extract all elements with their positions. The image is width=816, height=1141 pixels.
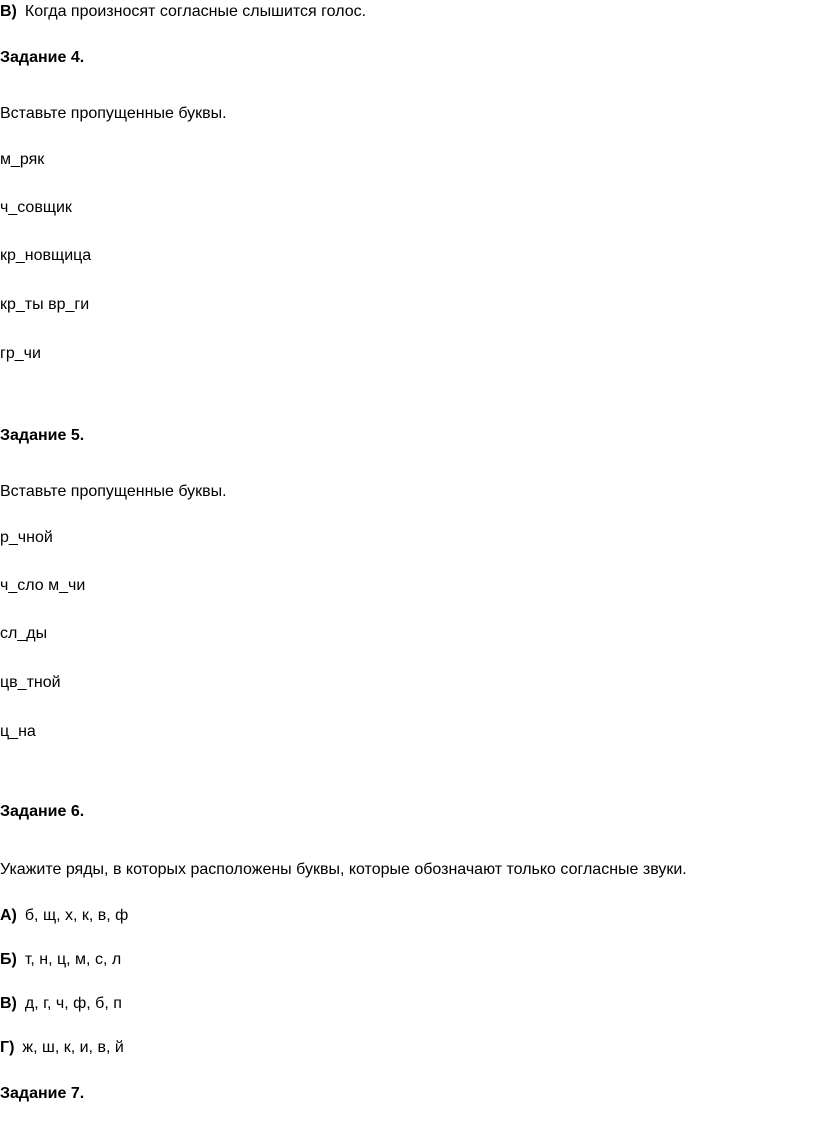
task4-instruction: Вставьте пропущенные буквы.	[0, 105, 227, 122]
top-option-line	[0, 2, 366, 22]
task6-option-a	[0, 906, 128, 926]
option-text: ж, ш, к, и, в, й	[22, 1039, 124, 1056]
option-label: А)	[0, 907, 17, 924]
task4-word: ч_совщик	[0, 199, 72, 216]
task4-word: кр_новщица	[0, 247, 92, 264]
task5-word: сл_ды	[0, 625, 48, 642]
option-text: Когда произносят согласные слышится голос.	[24, 3, 367, 20]
option-label: В)	[0, 995, 17, 1012]
task5-word: цв_тной	[0, 674, 61, 691]
option-text: б, щ, х, к, в, ф	[24, 907, 129, 924]
task6-option-c	[0, 994, 122, 1014]
task6-option-b	[0, 950, 121, 970]
task4-word: м_ряк	[0, 151, 45, 168]
task4-word: кр_ты вр_ги	[0, 296, 90, 313]
task5-word: ц_на	[0, 723, 36, 740]
task5-word: р_чной	[0, 529, 53, 546]
option-label: В)	[0, 3, 17, 20]
task5-instruction: Вставьте пропущенные буквы.	[0, 483, 227, 500]
task5-word: ч_сло м_чи	[0, 577, 86, 594]
option-label: Г)	[0, 1039, 15, 1056]
task4-title: Задание 4.	[0, 49, 85, 66]
task6-option-d	[0, 1038, 124, 1058]
option-text: т, н, ц, м, с, л	[24, 951, 122, 968]
task6-instruction: Укажите ряды, в которых расположены буквы, которые обозначают только согласные звуки.	[0, 861, 687, 878]
option-label: Б)	[0, 951, 17, 968]
task7-title: Задание 7.	[0, 1085, 85, 1102]
task4-word: гр_чи	[0, 345, 41, 362]
task5-title: Задание 5.	[0, 427, 85, 444]
option-text: д, г, ч, ф, б, п	[24, 995, 122, 1012]
task6-title: Задание 6.	[0, 803, 85, 820]
